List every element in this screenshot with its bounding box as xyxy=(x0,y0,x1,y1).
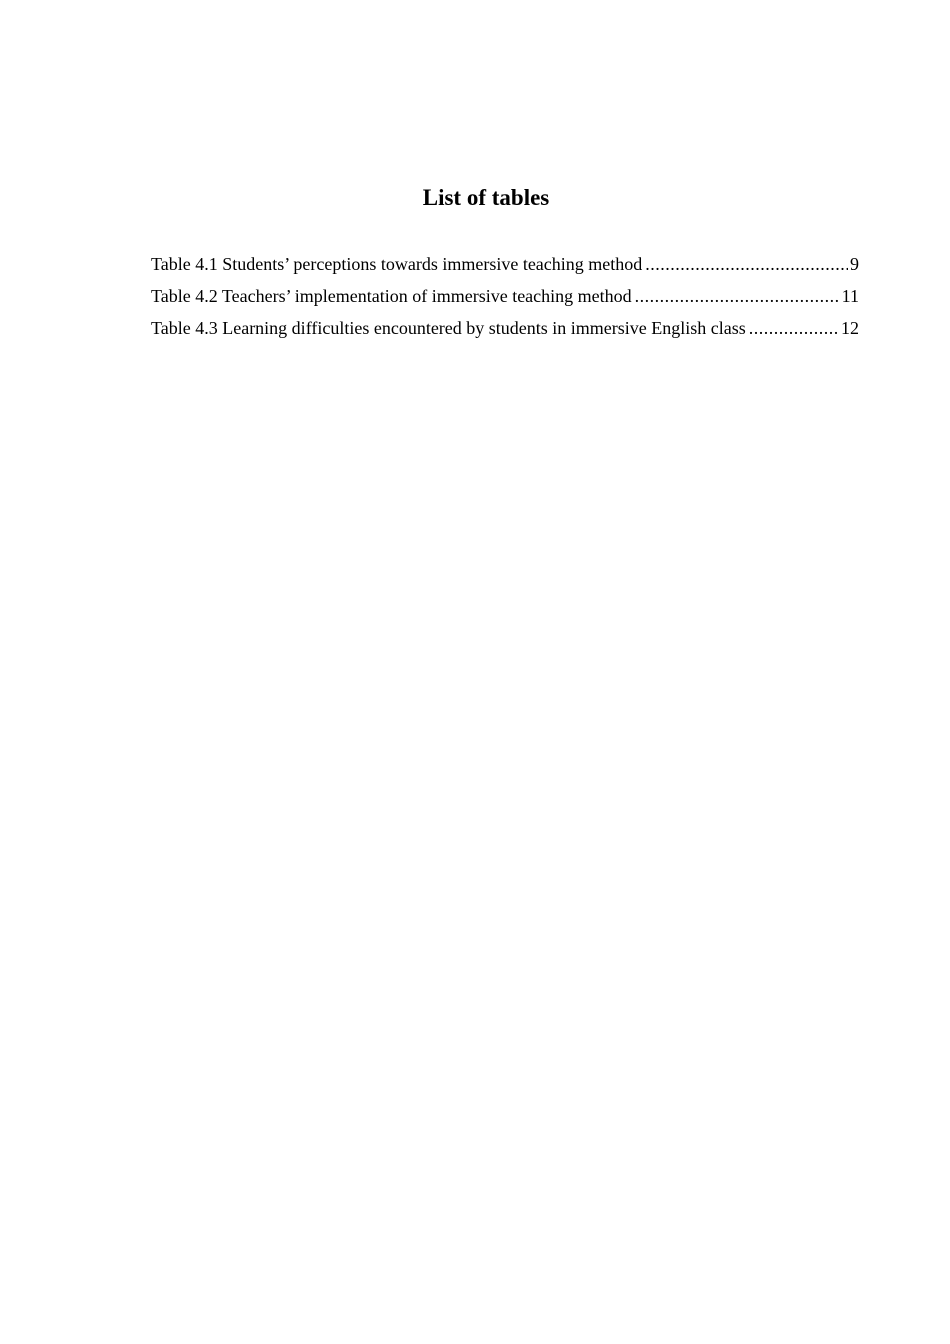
toc-entry-page-number: 12 xyxy=(841,318,859,338)
toc-entry xyxy=(151,252,859,284)
toc-entry-title: Table 4.3 Learning difficulties encountered by students in immersive English class xyxy=(151,318,746,338)
toc-entry-title: Table 4.1 Students’ perceptions towards immersive teaching method xyxy=(151,254,643,274)
toc-entry xyxy=(151,284,859,316)
dot-leader xyxy=(635,284,840,308)
toc-entry-title: Table 4.2 Teachers’ implementation of immersive teaching method xyxy=(151,286,632,306)
dot-leader xyxy=(749,316,839,340)
page-title: List of tables xyxy=(422,185,550,210)
list-of-tables xyxy=(151,252,859,348)
toc-entry xyxy=(151,316,859,348)
dot-leader xyxy=(645,252,848,276)
toc-entry-page-number: 11 xyxy=(841,286,859,306)
toc-entry-page-number: 9 xyxy=(850,254,859,274)
